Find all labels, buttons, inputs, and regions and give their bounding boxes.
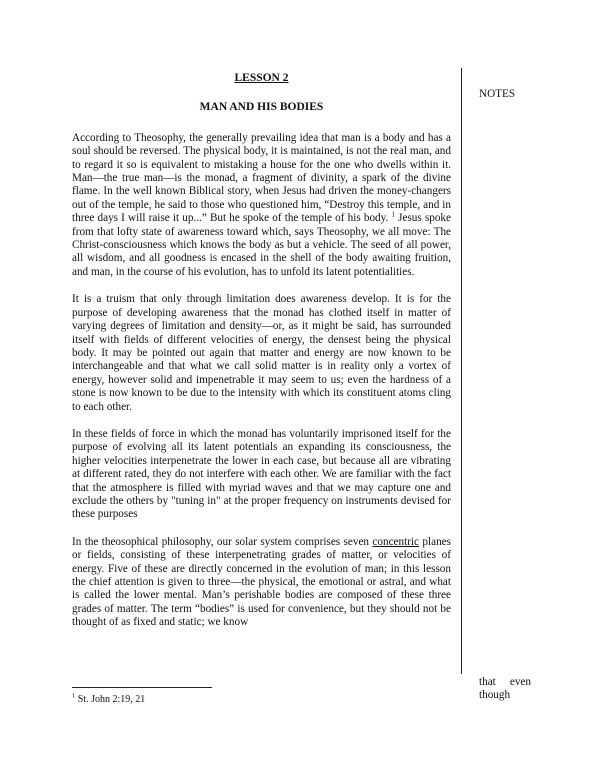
footnote-rule <box>72 687 212 688</box>
footnote-text: St. John 2:19, 21 <box>75 694 146 705</box>
paragraph-4-text-a: In the theosophical philosophy, our solar system comprises seven <box>72 535 373 548</box>
paragraph-4-text-b: planes or fields, consisting of these interpenetrating grades of matter, or velocities of energy. Five of these are directly concerned in the evolution of man; in this lesson the chief attention is given to three—the physical, the emotional or astral, and what is called the lower mental. Man’s perishable bodies are composed of these three grades of matter. The term “bodies” is used for convenience, but they should not be thought of as fixed and static; we know <box>72 535 451 629</box>
footnote <box>72 694 145 705</box>
notes-divider-line <box>461 68 462 674</box>
main-text-column <box>72 72 451 644</box>
margin-continuation-line-2: though <box>479 689 511 702</box>
margin-continuation <box>479 676 531 703</box>
footnote-reference: 1 <box>391 210 395 219</box>
margin-continuation-line-1: that even <box>479 676 531 688</box>
paragraph-1 <box>72 132 451 279</box>
paragraph-2: It is a truism that only through limitation does awareness develop. It is for the purpose of developing awareness that the monad has clothed itself in matter of varying degrees of limitation and density—or, as it might be said, has surrounded itself with fields of different velocities of energy, the densest being the physical body. It may be pointed out again that matter and energy are now known to be interchangeable and that what we call solid matter is in reality only a vortex of energy, however solid and impenetrable it may seem to us; even the hardness of a stone is now known to be due to the intensity with which its constituent atoms cling to each other. <box>72 293 451 413</box>
paragraph-3: In these fields of force in which the monad has voluntarily imprisoned itself for the purpose of evolving all its latent potentials an expanding its consciousness, the higher velocities interpenetrate the lower in each case, but because all are vibrating at different rated, they do not interfere with each other. We are familiar with the fact that the atmosphere is filled with myriad waves and that we may capture one and exclude the others by "tuning in" at the proper frequency on instruments devised for these purposes <box>72 427 451 521</box>
notes-heading: NOTES <box>479 88 516 100</box>
paragraph-1-text-a: According to Theosophy, the generally prevailing idea that man is a body and has a soul should be reversed. The physical body, it is maintained, is not the real man, and to regard it so is equivalent to mistaking a house for the one who dwells within it. Man—the true man—is the monad, a fragment of divinity, a spark of the divine flame. In the well known Biblical story, when Jesus had driven the money-changers out of the temple, he said to those who questioned him, “Destroy this temple, and in three days I will raise it up...” But he spoke of the temple of his body. <box>72 131 451 225</box>
paragraph-4 <box>72 536 451 630</box>
lesson-title: MAN AND HIS BODIES <box>199 101 324 114</box>
footnote-marker: 1 <box>72 692 76 700</box>
paragraph-1-text-b: Jesus spoke from that lofty state of awareness toward which, says Theosophy, we all move: The Christ-consciousness which knows the body as but a vehicle. The seed of all power, all wisdom, and all goodness is encased in the shell of the body awaiting fruition, and man, in the course of his evolution, has to unfold its latent potentialities. <box>72 212 451 278</box>
lesson-label: LESSON 2 <box>234 72 289 84</box>
underlined-word: concentric <box>372 535 420 548</box>
